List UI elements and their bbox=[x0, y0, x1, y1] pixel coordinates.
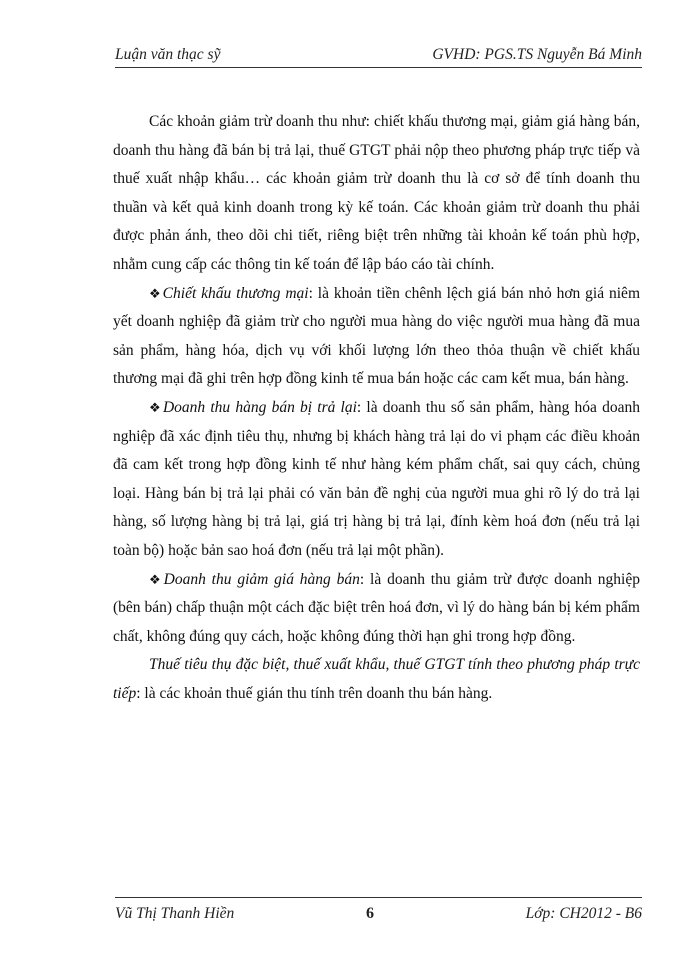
item-paragraph-trade-discount bbox=[113, 280, 640, 394]
item-text: : là doanh thu số sản phẩm, hàng hóa doanh nghiệp đã xác định tiêu thụ, nhưng bị khách hàng trả lại do vi phạm các điều khoản đã cam kết trong hợp đồng kinh tế như hàng kém phẩm chất, sai quy cách, chủng loại. Hàng bán bị trả lại phải có văn bản đề nghị của người mua ghi rõ lý do trả lại hàng, số lượng hàng bị trả lại, giá trị hàng bị trả lại, đính kèm hoá đơn (nếu trả lại toàn bộ) hoặc bản sao hoá đơn (nếu trả lại một phần). bbox=[113, 398, 641, 559]
item-text: : là khoản tiền chênh lệch giá bán nhỏ hơn giá niêm yết doanh nghiệp đã giảm trừ cho người mua hàng do việc người mua hàng đã mua sản phẩm, hàng hóa, dịch vụ với khối lượng lớn theo thỏa thuận về chiết khấu thương mại đã ghi trên hợp đồng kinh tế mua bán hoặc các cam kết mua, bán hàng. bbox=[113, 284, 640, 388]
item-term: Chiết khấu thương mại bbox=[162, 284, 309, 302]
page-header bbox=[115, 40, 642, 68]
tax-paragraph bbox=[113, 651, 640, 708]
item-term: Doanh thu hàng bán bị trả lại bbox=[162, 398, 357, 416]
item-term: Doanh thu giảm giá hàng bán bbox=[163, 570, 360, 588]
footer-class: Lớp: CH2012 - B6 bbox=[525, 905, 642, 922]
intro-paragraph: Các khoản giảm trừ doanh thu như: chiết khấu thương mại, giảm giá hàng bán, doanh thu hàng đã bán bị trả lại, thuế GTGT phải nộp theo phương pháp trực tiếp và thuế xuất nhập khẩu… các khoản giảm trừ doanh thu là cơ sở để tính doanh thu thuần và kết quả kinh doanh trong kỳ kế toán. Các khoản giảm trừ doanh thu phải được phản ánh, theo dõi chi tiết, riêng biệt trên những tài khoản kế toán phù hợp, nhằm cung cấp các thông tin kế toán để lập báo cáo tài chính. bbox=[113, 113, 640, 273]
diamond-bullet-icon: ❖ bbox=[149, 571, 163, 587]
footer-author: Vũ Thị Thanh Hiền bbox=[115, 905, 235, 922]
diamond-bullet-icon: ❖ bbox=[149, 399, 162, 415]
tax-text: : là các khoản thuế gián thu tính trên doanh thu bán hàng. bbox=[136, 684, 493, 702]
item-text: : là doanh thu giảm trừ được doanh nghiệp (bên bán) chấp thuận một cách đặc biệt trên hoá đơn, vì lý do hàng bán bị kém phẩm chất, không đúng quy cách, hoặc không đúng thời hạn ghi trong hợp đồng. bbox=[113, 570, 640, 645]
header-supervisor: GVHD: PGS.TS Nguyễn Bá Minh bbox=[432, 46, 642, 63]
tax-term: Thuế tiêu thụ đặc biệt, thuế xuất khẩu, thuế GTGT tính theo phương pháp trực tiếp bbox=[113, 656, 640, 702]
page-number: 6 bbox=[365, 905, 374, 922]
item-paragraph-sales-returns bbox=[113, 394, 640, 566]
page-content bbox=[113, 108, 640, 708]
diamond-bullet-icon: ❖ bbox=[149, 285, 162, 301]
page-footer bbox=[115, 897, 642, 928]
header-thesis-type: Luận văn thạc sỹ bbox=[115, 46, 221, 63]
item-paragraph-sales-allowance bbox=[113, 566, 640, 652]
